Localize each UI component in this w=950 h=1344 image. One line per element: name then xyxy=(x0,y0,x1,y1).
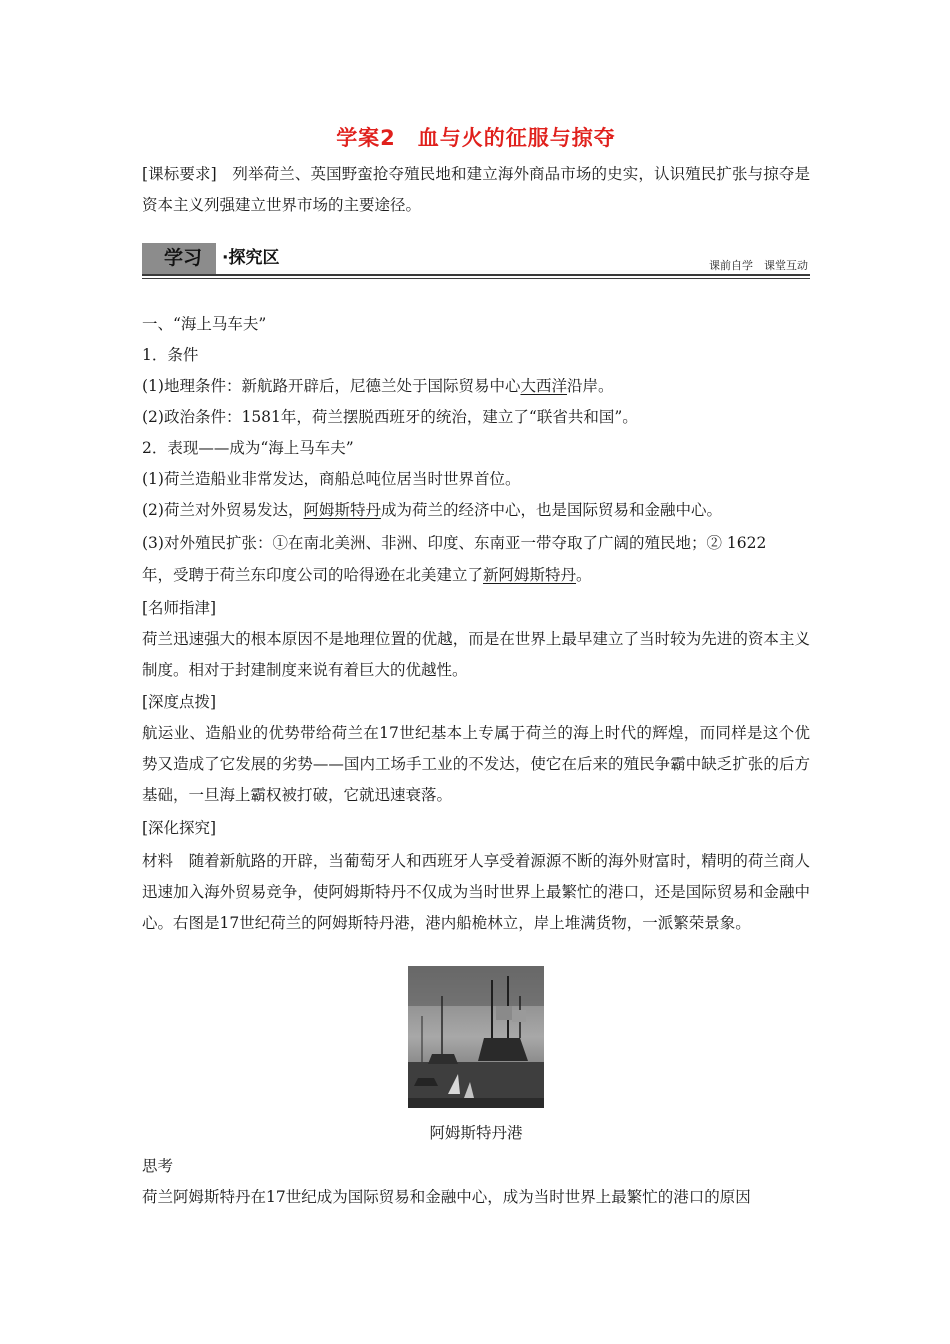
deep-point-text: 航运业、造船业的优势带给荷兰在17世纪基本上专属于荷兰的海上时代的辉煌，而同样是这个优势又造成了它发展的劣势——国内工场手工业的不发达，使它在后来的殖民争霸中缺乏扩张的后方基础，一旦海上霸权被打破，它就迅速衰落。 xyxy=(142,724,810,804)
banner-sub-label: ·探究区 xyxy=(222,248,280,268)
banner-right-note: 课前自学 课堂互动 xyxy=(709,259,808,272)
think-text: 荷兰阿姆斯特丹在17世纪成为国际贸易和金融中心，成为当时世界上最繁忙的港口的原因 xyxy=(142,1188,751,1206)
shipbuilding-item: (1)荷兰造船业非常发达，商船总吨位居当时世界首位。 xyxy=(142,470,521,488)
figure-caption: 阿姆斯特丹港 xyxy=(429,1124,523,1142)
standard-text: 列举荷兰、英国野蛮抢夺殖民地和建立海外商品市场的史实，认识殖民扩张与掠夺是资本主义列强建立世界市场的主要途径。 xyxy=(142,165,810,214)
colonial-underlined: 新阿姆斯特丹 xyxy=(483,566,577,584)
trade-suffix: 成为荷兰的经济中心，也是国际贸易和金融中心。 xyxy=(380,501,722,519)
colonial-suffix: 。 xyxy=(576,566,592,584)
banner-rule-thin xyxy=(142,278,810,279)
amsterdam-harbor-image xyxy=(408,966,544,1108)
section-banner xyxy=(142,230,810,280)
curriculum-standard xyxy=(142,159,810,221)
performance-heading: 2．表现——成为“海上马车夫” xyxy=(142,439,354,457)
page-title: 学案2 血与火的征服与掠夺 xyxy=(336,126,616,150)
political-condition: (2)政治条件：1581年，荷兰摆脱西班牙的统治，建立了“联省共和国”。 xyxy=(142,408,638,426)
conditions-heading: 1．条件 xyxy=(142,346,199,364)
section-heading: 一、“海上马车夫” xyxy=(142,315,267,333)
geo-underlined: 大西洋 xyxy=(520,377,567,395)
inquiry-label: [深化探究] xyxy=(142,819,217,837)
teacher-note-text: 荷兰迅速强大的根本原因不是地理位置的优越，而是在世界上最早建立了当时较为先进的资本主义制度。相对于封建制度来说有着巨大的优越性。 xyxy=(142,630,810,679)
banner-main-label: 学习 xyxy=(164,247,203,269)
geo-suffix: 沿岸。 xyxy=(566,377,614,395)
teacher-note-label: [名师指津] xyxy=(142,599,217,617)
colonial-item-line2 xyxy=(142,560,810,591)
think-label: 思考 xyxy=(142,1157,174,1175)
colonial-prefix: 年，受聘于荷兰东印度公司的哈得逊在北美建立了 xyxy=(142,566,484,584)
standard-label: [课标要求] xyxy=(142,165,217,183)
geo-prefix: (1)地理条件：新航路开辟后，尼德兰处于国际贸易中心 xyxy=(142,377,521,395)
geo-condition xyxy=(142,371,810,402)
deep-point-label: [深度点拨] xyxy=(142,693,217,711)
trade-prefix: (2)荷兰对外贸易发达， xyxy=(142,501,304,519)
colonial-item-line1: (3)对外殖民扩张：①在南北美洲、非洲、印度、东南亚一带夺取了广阔的殖民地；② 1622 xyxy=(142,534,767,552)
harbor-painting xyxy=(408,966,544,1108)
trade-underlined: 阿姆斯特丹 xyxy=(303,501,381,519)
inquiry-text: 材料 随着新航路的开辟，当葡萄牙人和西班牙人享受着源源不断的海外财富时，精明的荷兰商人迅速加入海外贸易竞争，使阿姆斯特丹不仅成为当时世界上最繁忙的港口，还是国际贸易和金融中心。右图是17世纪荷兰的阿姆斯特丹港，港内船桅林立，岸上堆满货物，一派繁荣景象。 xyxy=(142,852,810,932)
trade-item xyxy=(142,495,810,526)
banner-rule xyxy=(142,274,810,276)
